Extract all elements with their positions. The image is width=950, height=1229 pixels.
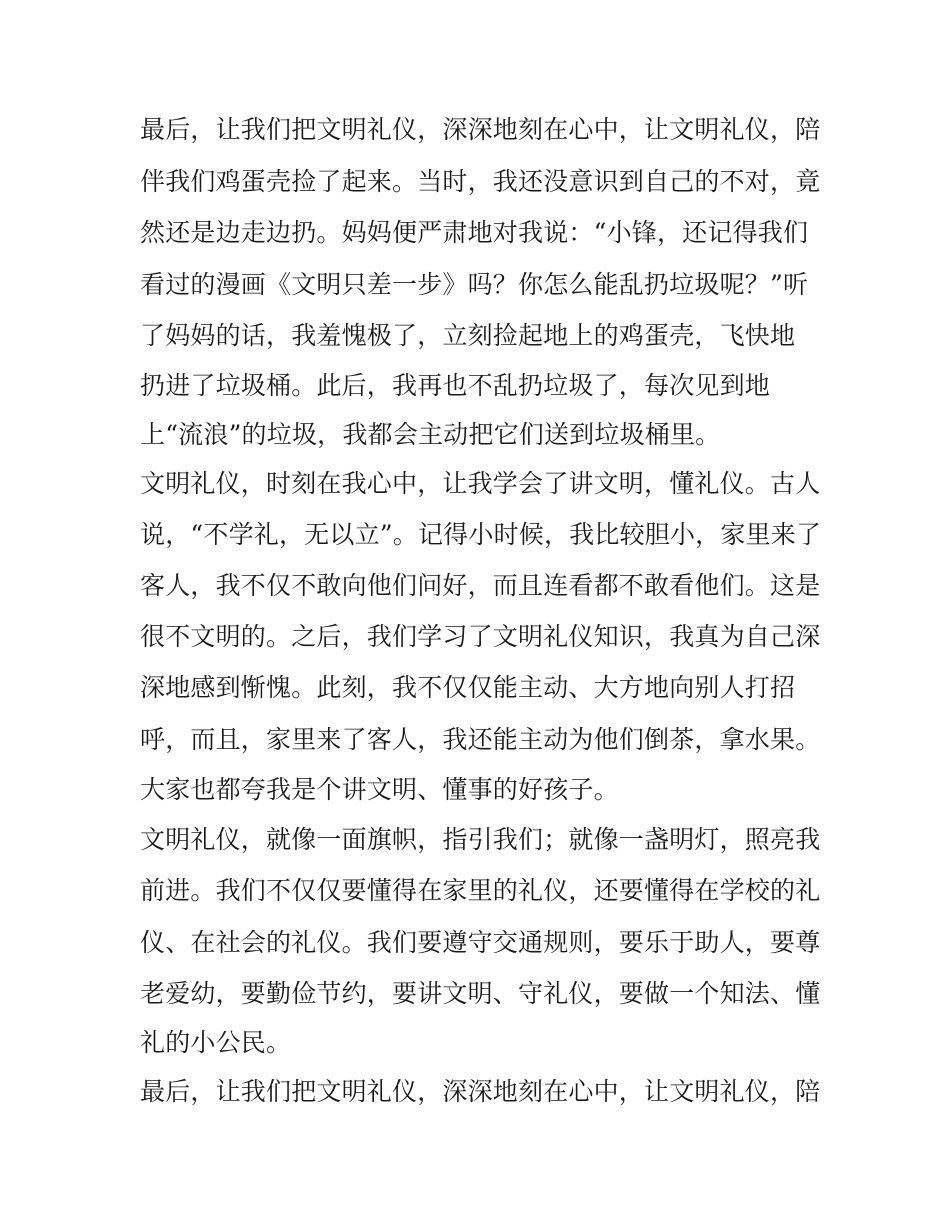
- text-line: 呼，而且，家里来了客人，我还能主动为他们倒茶，拿水果。: [140, 725, 821, 754]
- text-line: 上“流浪”的垃圾，我都会主动把它们送到垃圾桶里。: [140, 420, 721, 449]
- text-line: 礼的小公民。: [140, 1028, 292, 1057]
- text-line: 客人，我不仅不敢向他们问好，而且连看都不敢看他们。这是: [140, 571, 821, 600]
- text-line: 了妈妈的话，我羞愧极了，立刻捡起地上的鸡蛋壳，飞快地: [140, 321, 796, 350]
- text-line: 最后，让我们把文明礼仪，深深地刻在心中，让文明礼仪，陪: [140, 1077, 821, 1106]
- text-line: 很不文明的。之后，我们学习了文明礼仪知识，我真为自己深: [140, 622, 821, 651]
- text-line: 文明礼仪，就像一面旗帜，指引我们；就像一盏明灯，照亮我: [140, 825, 821, 854]
- text-line: 看过的漫画《文明只差一步》吗？你怎么能乱扔垃圾呢？”听: [140, 270, 809, 299]
- text-line: 仪、在社会的礼仪。我们要遵守交通规则，要乐于助人，要尊: [140, 928, 821, 957]
- text-line: 前进。我们不仅仅要懂得在家里的礼仪，还要懂得在学校的礼: [140, 876, 821, 905]
- text-line: 伴我们鸡蛋壳捡了起来。当时，我还没意识到自己的不对，竟: [140, 167, 821, 196]
- text-line: 说，“不学礼，无以立”。记得小时候，我比较胆小，家里来了: [140, 520, 822, 549]
- text-line: 然还是边走边扔。妈妈便严肃地对我说：“小锋，还记得我们: [140, 218, 809, 247]
- text-line: 扔进了垃圾桶。此后，我再也不乱扔垃圾了，每次见到地: [140, 371, 771, 400]
- text-line: 文明礼仪，时刻在我心中，让我学会了讲文明，懂礼仪。古人: [140, 469, 821, 498]
- text-line: 大家也都夸我是个讲文明、懂事的好孩子。: [140, 775, 619, 804]
- text-line: 最后，让我们把文明礼仪，深深地刻在心中，让文明礼仪，陪: [140, 115, 821, 144]
- text-line: 深地感到惭愧。此刻，我不仅仅能主动、大方地向别人打招: [140, 673, 796, 702]
- text-line: 老爱幼，要勤俭节约，要讲文明、守礼仪，要做一个知法、懂: [140, 979, 821, 1008]
